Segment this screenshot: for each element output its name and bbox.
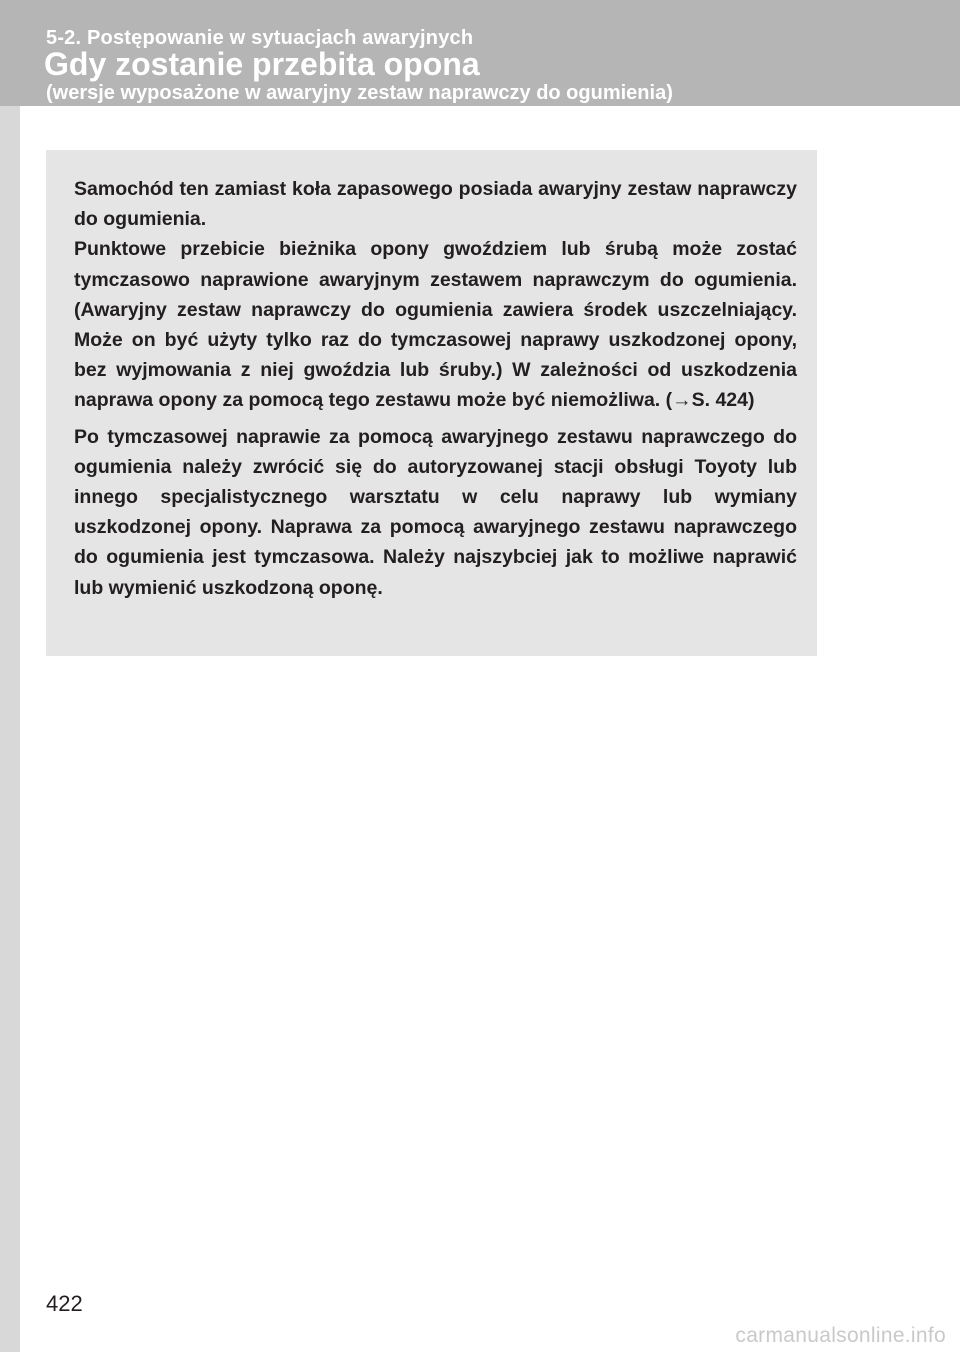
page-subtitle: (wersje wyposażone w awaryjny zestaw naprawczy do ogumienia) [46, 82, 673, 104]
arrow-right-icon: → [672, 389, 692, 412]
info-text-intro: Samochód ten zamiast koła zapasowego posiada awaryjny zestaw naprawczy do ogumienia. [74, 178, 797, 231]
watermark: carmanualsonline.info [735, 1324, 946, 1347]
info-paragraph-1 [74, 174, 797, 416]
page-title: Gdy zostanie przebita opona [44, 46, 480, 82]
info-paragraph-2: Po tymczasowej naprawie za pomocą awaryjnego zestawu naprawczego do ogumienia należy zwrócić się do autoryzowanej stacji obsługi Toyoty lub innego specjalistycznego warsztatu w celu naprawy lub wymiany uszkodzonej opony. Naprawa za pomocą awaryjnego zestawu naprawczego do ogumienia jest tymczasowa. Należy najszybciej jak to możliwe naprawić lub wymienić uszkodzoną oponę. [74, 425, 797, 599]
page-reference-link[interactable]: S. 424) [691, 389, 755, 412]
page-number: 422 [46, 1291, 83, 1316]
section-label: 5-2. Postępowanie w sytuacjach awaryjnych [46, 27, 474, 49]
side-tab-strip [0, 0, 20, 1352]
info-box [46, 150, 817, 656]
chapter-header [0, 0, 960, 106]
info-text-repair: Punktowe przebicie bieżnika opony gwoździem lub śrubą może zostać tymczasowo naprawione awaryjnym zestawem naprawczym do ogumienia. (Awaryjny zestaw naprawczy do ogumienia zawiera środek uszczelniający. Może on być użyty tylko raz do tymczasowej naprawy uszkodzonej opony, bez wyjmowania z niej gwoździa lub śruby.) W zależności od uszkodzenia naprawa opony za pomocą tego zestawu może być niemożliwa. ( [74, 238, 797, 412]
